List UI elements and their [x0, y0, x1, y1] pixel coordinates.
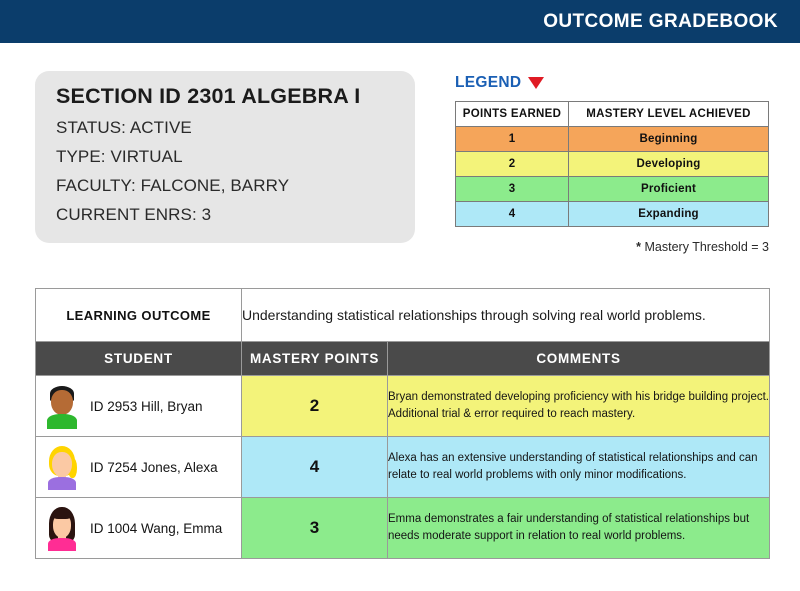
legend-level-developing: Developing	[569, 152, 769, 177]
column-header-mastery-points[interactable]: MASTERY POINTS	[242, 342, 388, 376]
table-header-row	[36, 342, 770, 376]
mastery-points-value[interactable]: 2	[242, 376, 388, 437]
legend-row	[456, 152, 769, 177]
legend-col-level: MASTERY LEVEL ACHIEVED	[569, 102, 769, 127]
avatar	[45, 505, 79, 551]
legend-level-proficient: Proficient	[569, 177, 769, 202]
legend-header-row	[456, 102, 769, 127]
mastery-note-star: *	[636, 240, 642, 254]
student-name: ID 2953 Hill, Bryan	[90, 398, 203, 414]
section-current-enrollments: CURRENT ENRS: 3	[56, 205, 212, 224]
legend-col-points: POINTS EARNED	[456, 102, 569, 127]
outcome-gradebook-table	[35, 288, 770, 559]
student-cell	[36, 498, 242, 559]
learning-outcome-text: Understanding statistical relationships through solving real world problems.	[242, 289, 770, 342]
column-header-student[interactable]: STUDENT	[36, 342, 242, 376]
avatar	[45, 444, 79, 490]
table-row[interactable]	[36, 437, 770, 498]
legend-row	[456, 177, 769, 202]
legend-points-1: 1	[456, 127, 569, 152]
legend-row	[456, 127, 769, 152]
student-name: ID 7254 Jones, Alexa	[90, 459, 218, 475]
comment-text[interactable]: Bryan demonstrated developing proficiency with his bridge building project. Additional trial & error required to reach mastery.	[388, 376, 770, 437]
table-row[interactable]	[36, 376, 770, 437]
page-title: OUTCOME GRADEBOOK	[543, 10, 778, 32]
student-name: ID 1004 Wang, Emma	[90, 520, 223, 536]
student-cell	[36, 437, 242, 498]
legend-level-beginning: Beginning	[569, 127, 769, 152]
legend-toggle[interactable]	[455, 74, 544, 92]
legend-level-expanding: Expanding	[569, 202, 769, 227]
mastery-points-value[interactable]: 3	[242, 498, 388, 559]
mastery-points-value[interactable]: 4	[242, 437, 388, 498]
section-title: SECTION ID 2301 ALGEBRA I	[56, 84, 361, 108]
comment-text[interactable]: Alexa has an extensive understanding of statistical relationships and can relate to real world problems with only minor modifications.	[388, 437, 770, 498]
section-type: TYPE: VIRTUAL	[56, 147, 183, 166]
app-header-bar	[0, 0, 800, 43]
learning-outcome-row	[36, 289, 770, 342]
column-header-comments[interactable]: COMMENTS	[388, 342, 770, 376]
legend-points-3: 3	[456, 177, 569, 202]
comment-text[interactable]: Emma demonstrates a fair understanding of statistical relationships but needs moderate support in relation to real world problems.	[388, 498, 770, 559]
section-status: STATUS: ACTIVE	[56, 118, 192, 137]
mastery-note-text: Mastery Threshold = 3	[641, 240, 769, 254]
learning-outcome-label: LEARNING OUTCOME	[36, 289, 242, 342]
chevron-down-icon[interactable]	[528, 77, 544, 89]
legend-points-2: 2	[456, 152, 569, 177]
legend-row	[456, 202, 769, 227]
student-cell	[36, 376, 242, 437]
legend-table	[455, 101, 769, 227]
legend-points-4: 4	[456, 202, 569, 227]
mastery-threshold-note	[455, 240, 769, 254]
table-row[interactable]	[36, 498, 770, 559]
section-faculty: FACULTY: FALCONE, BARRY	[56, 176, 290, 195]
section-info-card	[35, 71, 415, 243]
legend-label: LEGEND	[455, 74, 522, 91]
avatar	[45, 383, 79, 429]
